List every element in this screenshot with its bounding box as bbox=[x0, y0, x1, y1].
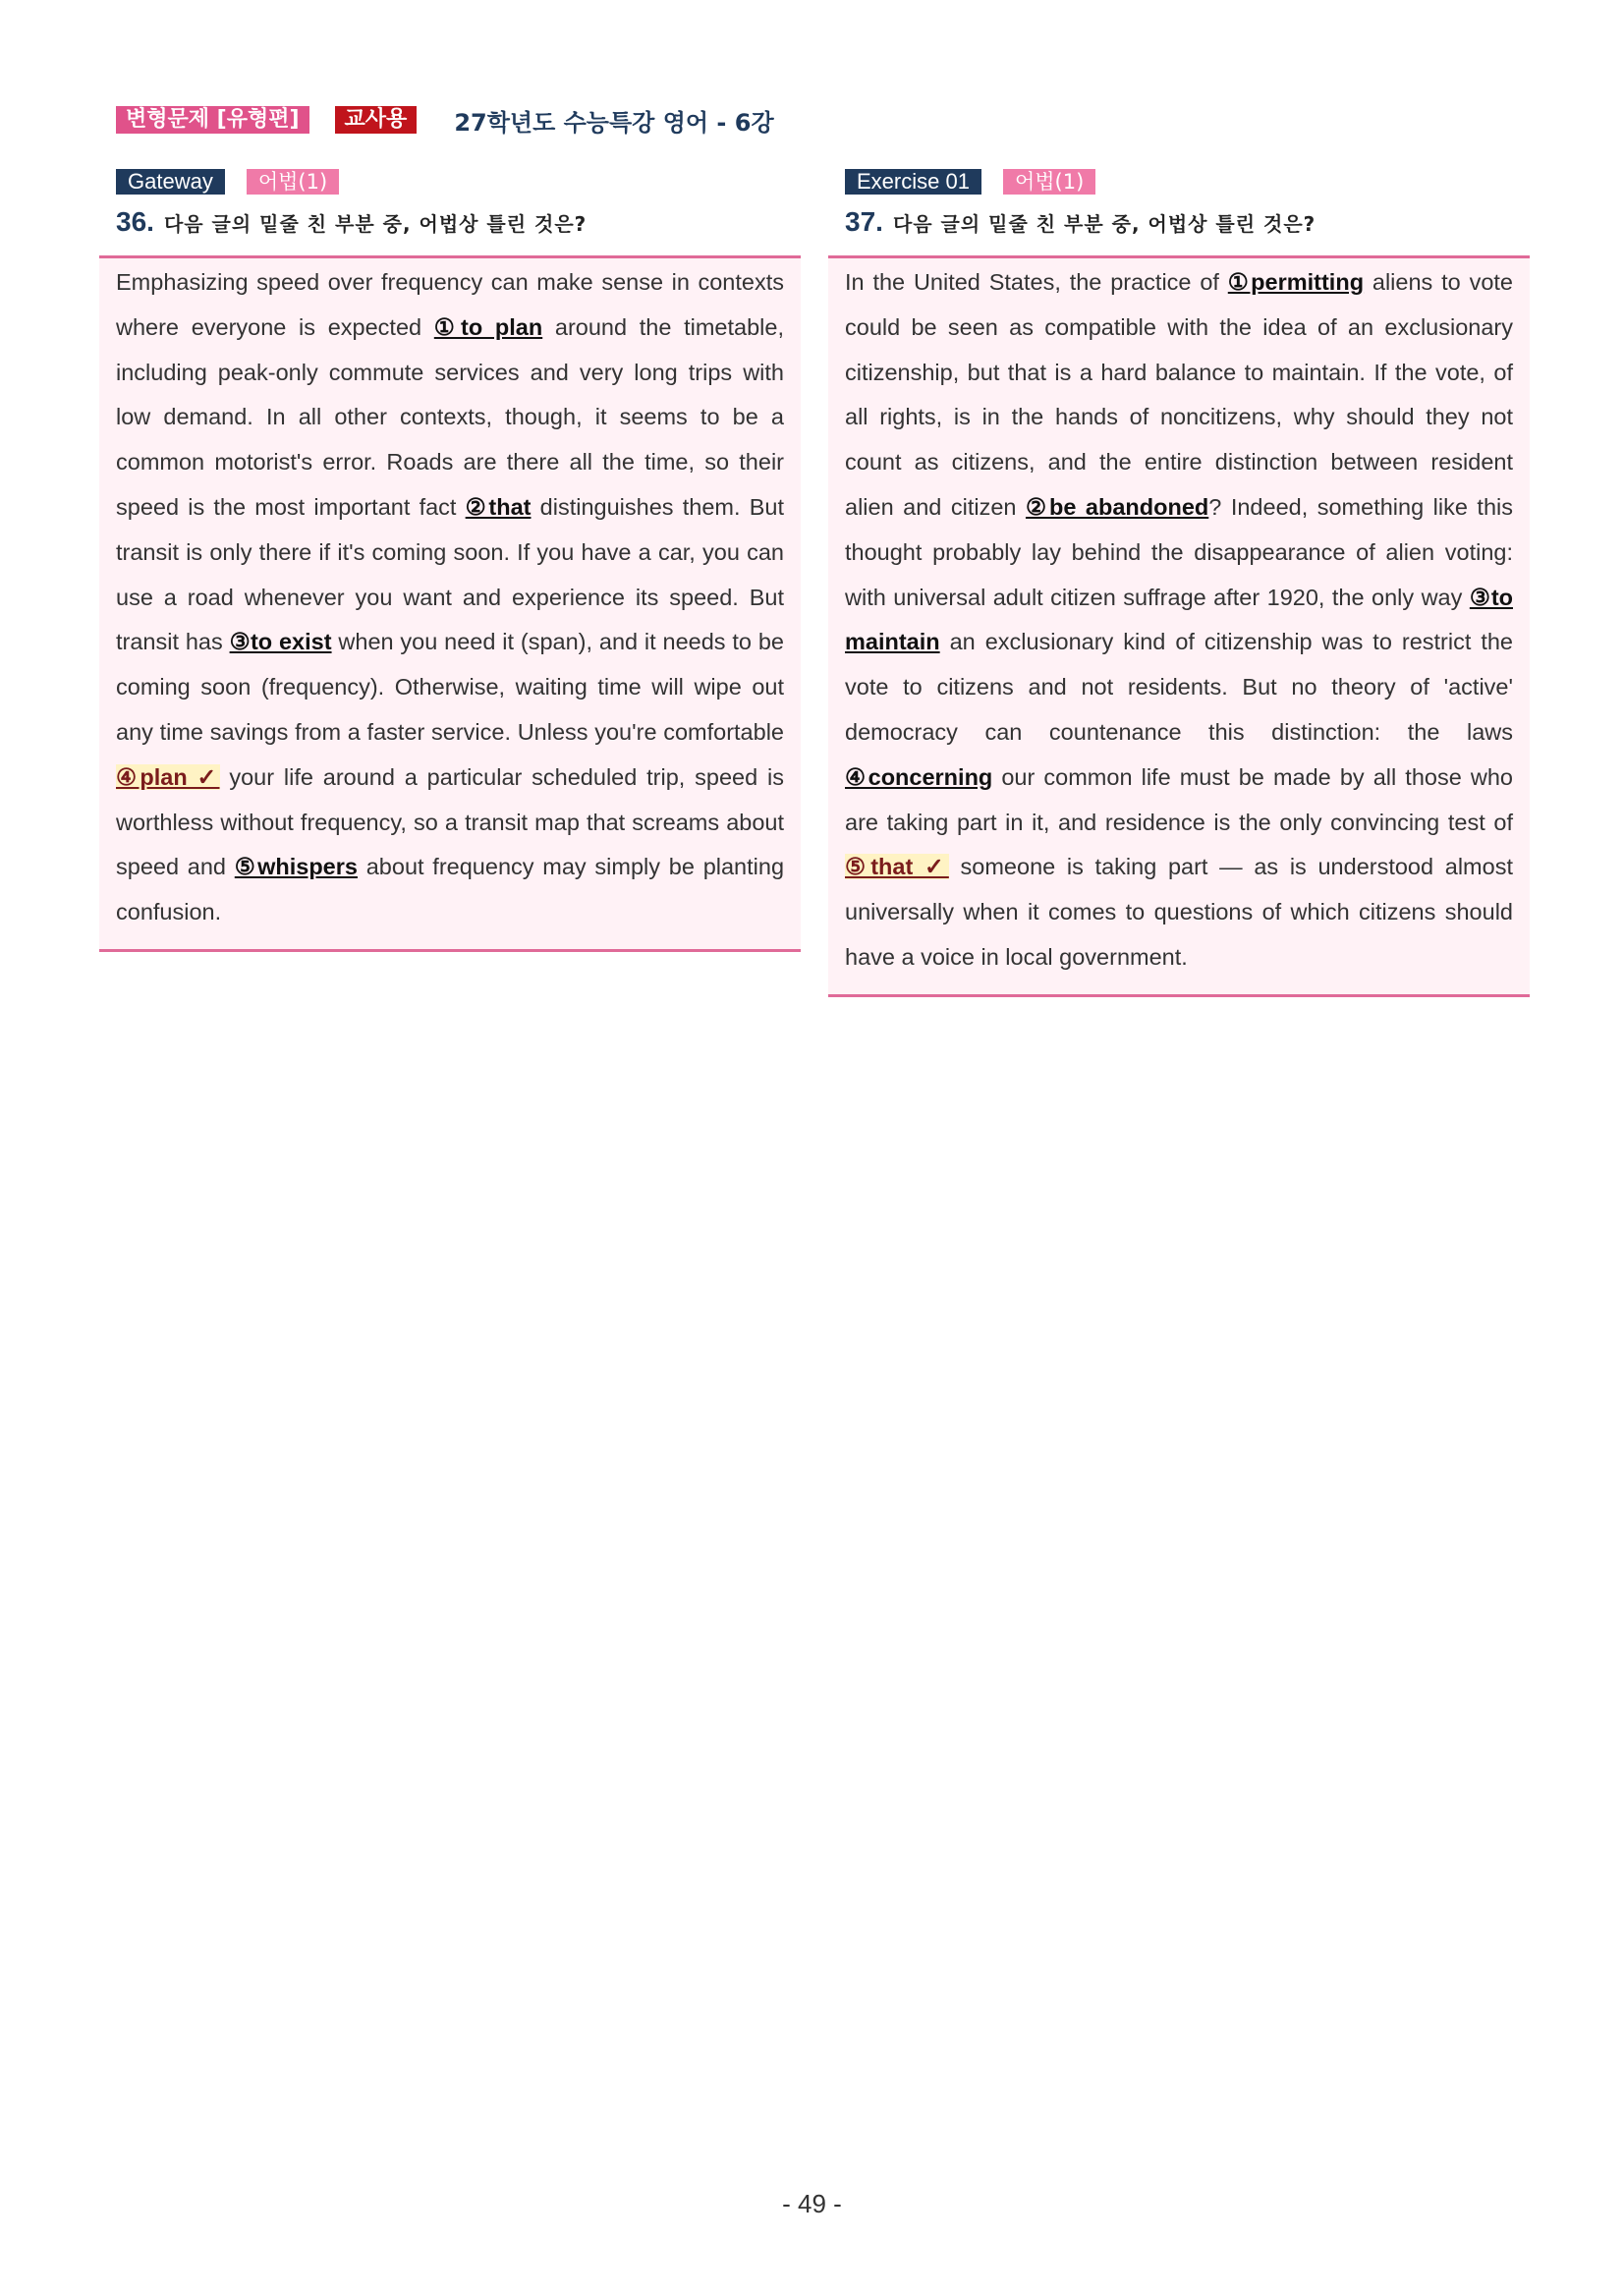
passage-text bbox=[116, 260, 784, 935]
question-number: 37. bbox=[845, 206, 883, 237]
choice-1: ①permitting bbox=[1227, 269, 1365, 295]
page-header bbox=[116, 105, 774, 135]
passage-segment: your life around a particular scheduled trip, speed is worthless without frequency, so a transit map that screams about speed and bbox=[116, 763, 784, 880]
choice-2: ②be abandoned bbox=[1025, 493, 1209, 520]
passage-segment: aliens to vote could be seen as compatible with the idea of an exclusionary citizenship, but that is a hard balance to maintain. If the vote, of all rights, is in the hands of noncitizens, why should they not count as citizens, and the entire distinction between resident alien and citizen bbox=[845, 269, 1513, 520]
question-text: 다음 글의 밑줄 친 부분 중, 어법상 틀린 것은? bbox=[892, 212, 1316, 236]
passage-segment: Emphasizing speed over frequency can make sense in contexts where everyone is expected bbox=[116, 269, 784, 340]
section-labels bbox=[845, 169, 1530, 195]
choice-3: ③to exist bbox=[229, 629, 332, 655]
question-36-column bbox=[99, 169, 801, 952]
passage-segment: about frequency may simply be planting confusion. bbox=[116, 854, 785, 925]
page-number: - 49 - bbox=[782, 2189, 842, 2218]
passage-segment: an exclusionary kind of citizenship was to restrict the vote to citizens and not residents. But no theory of 'active' democracy can countenance this distinction: the laws bbox=[845, 629, 1513, 745]
choice-3: ③to maintain bbox=[845, 584, 1513, 655]
question-number: 36. bbox=[116, 206, 154, 237]
choice-2: ②that bbox=[465, 493, 532, 520]
category-label: 어법(1) bbox=[247, 169, 339, 195]
choice-4-answer: ④plan ✓ bbox=[116, 763, 220, 790]
document-title: 27학년도 수능특강 영어 - 6강 bbox=[454, 108, 774, 137]
passage-text bbox=[845, 260, 1513, 980]
teacher-tag: 교사용 bbox=[335, 106, 418, 134]
question-heading bbox=[845, 206, 1530, 242]
question-37-column bbox=[828, 169, 1530, 997]
type-tag: 변형문제 [유형편] bbox=[116, 106, 309, 134]
section-label: Gateway bbox=[116, 169, 225, 195]
section-label: Exercise 01 bbox=[845, 169, 981, 195]
passage-segment: our common life must be made by all those who are taking part in it, and residence is the only convincing test of bbox=[845, 763, 1513, 835]
choice-4: ④concerning bbox=[845, 763, 993, 790]
question-text: 다음 글의 밑줄 친 부분 중, 어법상 틀린 것은? bbox=[163, 212, 588, 236]
passage-segment: someone is taking part — as is understood almost universally when it comes to questions of which citizens should have a voice in local government. bbox=[845, 854, 1513, 970]
question-heading bbox=[116, 206, 801, 242]
passage-segment: distinguishes them. But transit is only there if it's coming soon. If you have a car, you can use a road whenever you want and experience its speed. But transit has bbox=[116, 493, 784, 655]
choice-5-answer: ⑤that ✓ bbox=[845, 854, 949, 880]
category-label: 어법(1) bbox=[1003, 169, 1095, 195]
passage-segment: around the timetable, including peak-only commute services and very long trips with low demand. In all other contexts, though, it seems to be a common motorist's error. Roads are there all the time, so their speed is the most important fact bbox=[116, 313, 784, 520]
choice-1: ①to plan bbox=[433, 313, 543, 340]
passage-box bbox=[99, 255, 801, 952]
passage-box bbox=[828, 255, 1530, 997]
passage-segment: ? Indeed, something like this thought probably lay behind the disappearance of alien voting: with universal adult citizen suffrage after 1920, the only way bbox=[845, 493, 1513, 610]
passage-segment: In the United States, the practice of bbox=[845, 269, 1228, 295]
choice-5: ⑤whispers bbox=[234, 854, 358, 880]
passage-segment: when you need it (span), and it needs to be coming soon (frequency). Otherwise, waiting time will wipe out any time savings from a faster service. Unless you're comfortable bbox=[116, 629, 784, 745]
section-labels bbox=[116, 169, 801, 195]
